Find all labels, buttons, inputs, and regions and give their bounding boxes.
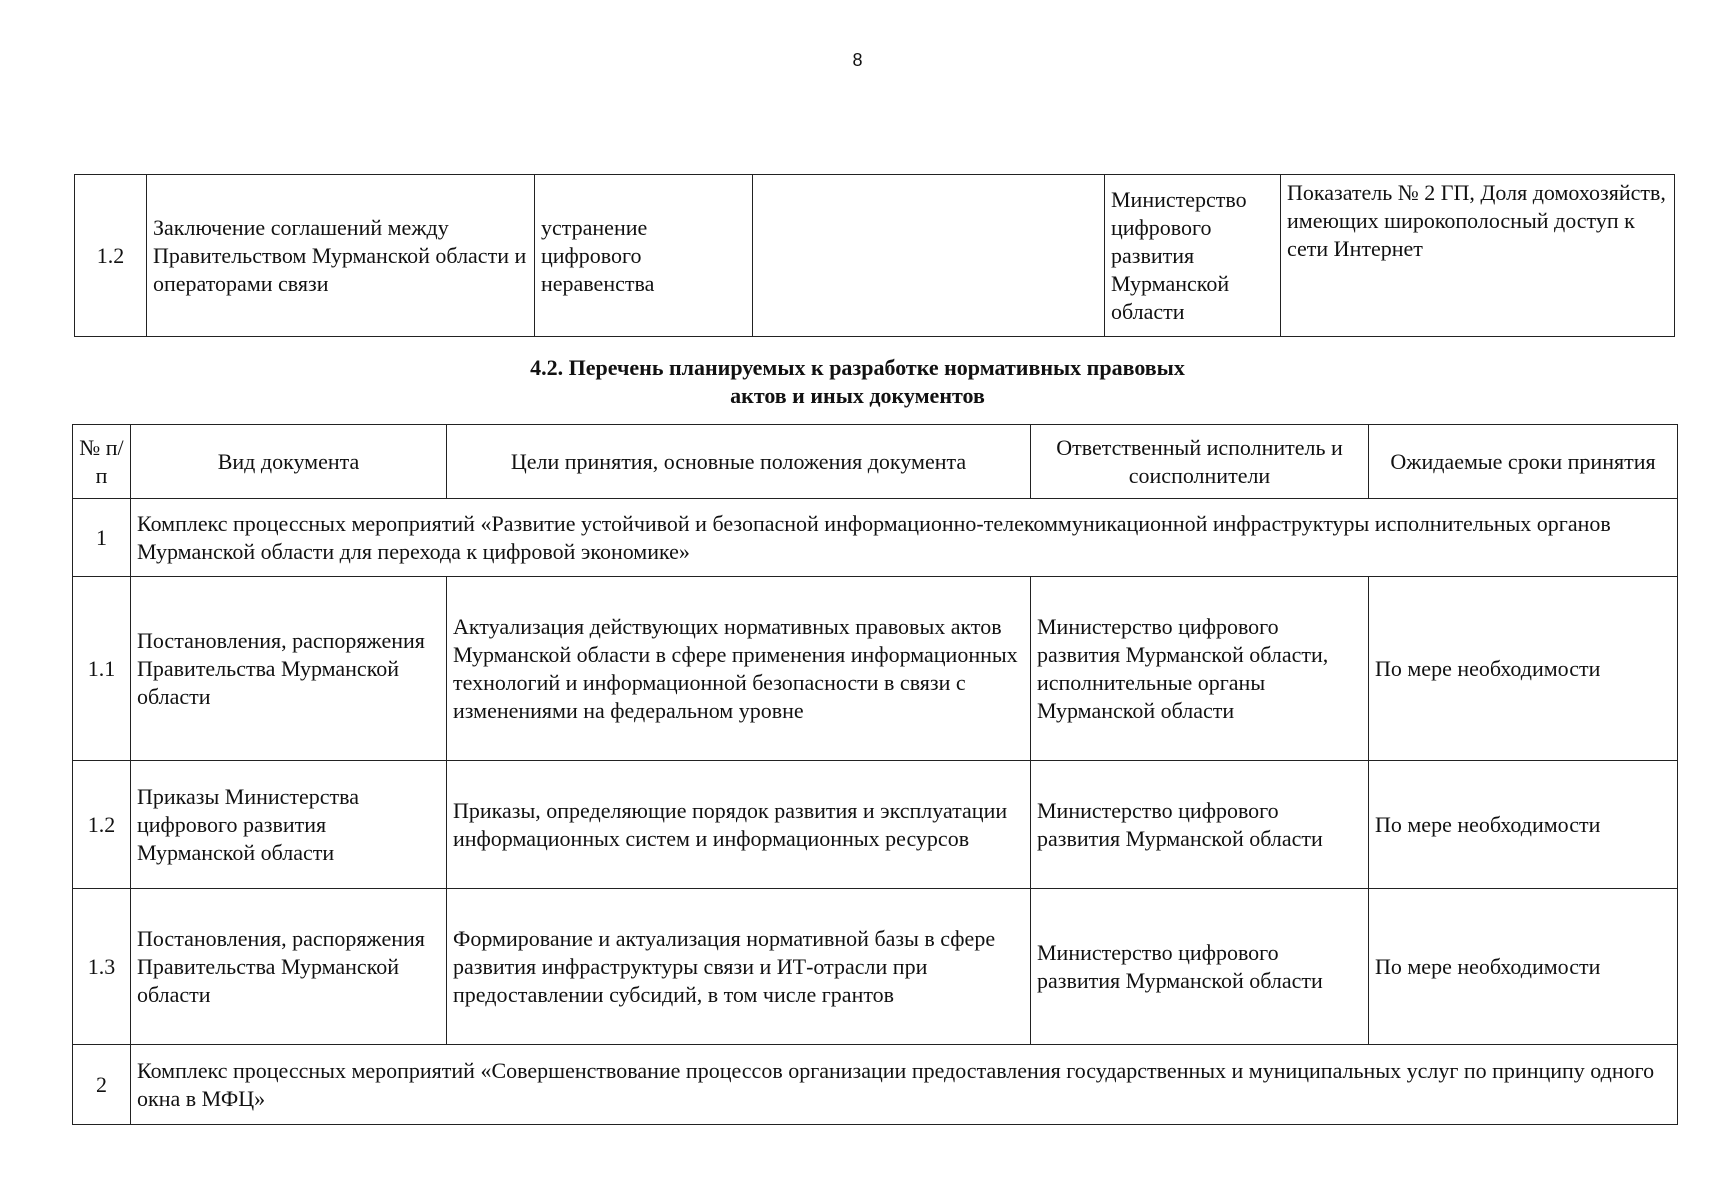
indicator-cell: Показатель № 2 ГП, Доля домохозяйств, имеющих широкополосный доступ к сети Интернет (1281, 175, 1675, 337)
header-num: № п/п (73, 425, 131, 499)
terms-cell: По мере необходимости (1369, 889, 1678, 1045)
header-terms: Ожидаемые сроки принятия (1369, 425, 1678, 499)
goals-cell: Приказы, определяющие порядок развития и эксплуатации информационных систем и информационных ресурсов (447, 761, 1031, 889)
row-number: 1.1 (73, 577, 131, 761)
terms-cell: По мере необходимости (1369, 577, 1678, 761)
terms-cell: По мере необходимости (1369, 761, 1678, 889)
table-row (73, 577, 1678, 761)
group-number: 2 (73, 1045, 131, 1125)
group-number: 1 (73, 499, 131, 577)
group-row (73, 1045, 1678, 1125)
doc-type-cell: Постановления, распоряжения Правительства Мурманской области (131, 577, 447, 761)
goals-cell: Актуализация действующих нормативных правовых актов Мурманской области в сфере применения информационных технологий и информационной безопасности в связи с изменениями на федеральном уровне (447, 577, 1031, 761)
table-header-row (73, 425, 1678, 499)
row-number: 1.2 (73, 761, 131, 889)
goal-cell: устранение цифрового неравенства (535, 175, 753, 337)
page-number: 8 (852, 50, 863, 70)
goals-cell: Формирование и актуализация нормативной базы в сфере развития инфраструктуры связи и ИТ-отрасли при предоставлении субсидий, в том числе грантов (447, 889, 1031, 1045)
header-goals: Цели принятия, основные положения документа (447, 425, 1031, 499)
table-row (73, 761, 1678, 889)
section-title-line1: 4.2. Перечень планируемых к разработке нормативных правовых (530, 355, 1185, 380)
group-row (73, 499, 1678, 577)
empty-cell (753, 175, 1105, 337)
header-doc-type: Вид документа (131, 425, 447, 499)
table-row (75, 175, 1675, 337)
planned-documents-table (72, 424, 1678, 1125)
continued-events-table (74, 174, 1675, 337)
header-executor: Ответственный исполнитель и соисполнители (1031, 425, 1369, 499)
event-cell: Заключение соглашений между Правительством Мурманской области и операторами связи (147, 175, 535, 337)
executor-cell: Министерство цифрового развития Мурманской области (1031, 761, 1369, 889)
row-number: 1.3 (73, 889, 131, 1045)
doc-type-cell: Приказы Министерства цифрового развития Мурманской области (131, 761, 447, 889)
group-title: Комплекс процессных мероприятий «Развитие устойчивой и безопасной информационно-телекоммуникационной инфраструктуры исполнительных органов Мурманской области для перехода к цифровой экономике» (131, 499, 1678, 577)
doc-type-cell: Постановления, распоряжения Правительства Мурманской области (131, 889, 447, 1045)
row-number: 1.2 (75, 175, 147, 337)
section-title-line2: актов и иных документов (730, 383, 985, 408)
executor-cell: Министерство цифрового развития Мурманской области (1031, 889, 1369, 1045)
group-title: Комплекс процессных мероприятий «Совершенствование процессов организации предоставления государственных и муниципальных услуг по принципу одного окна в МФЦ» (131, 1045, 1678, 1125)
executor-cell: Министерство цифрового развития Мурманской области (1105, 175, 1281, 337)
table-row (73, 889, 1678, 1045)
section-title (0, 354, 1715, 410)
executor-cell: Министерство цифрового развития Мурманской области, исполнительные органы Мурманской области (1031, 577, 1369, 761)
